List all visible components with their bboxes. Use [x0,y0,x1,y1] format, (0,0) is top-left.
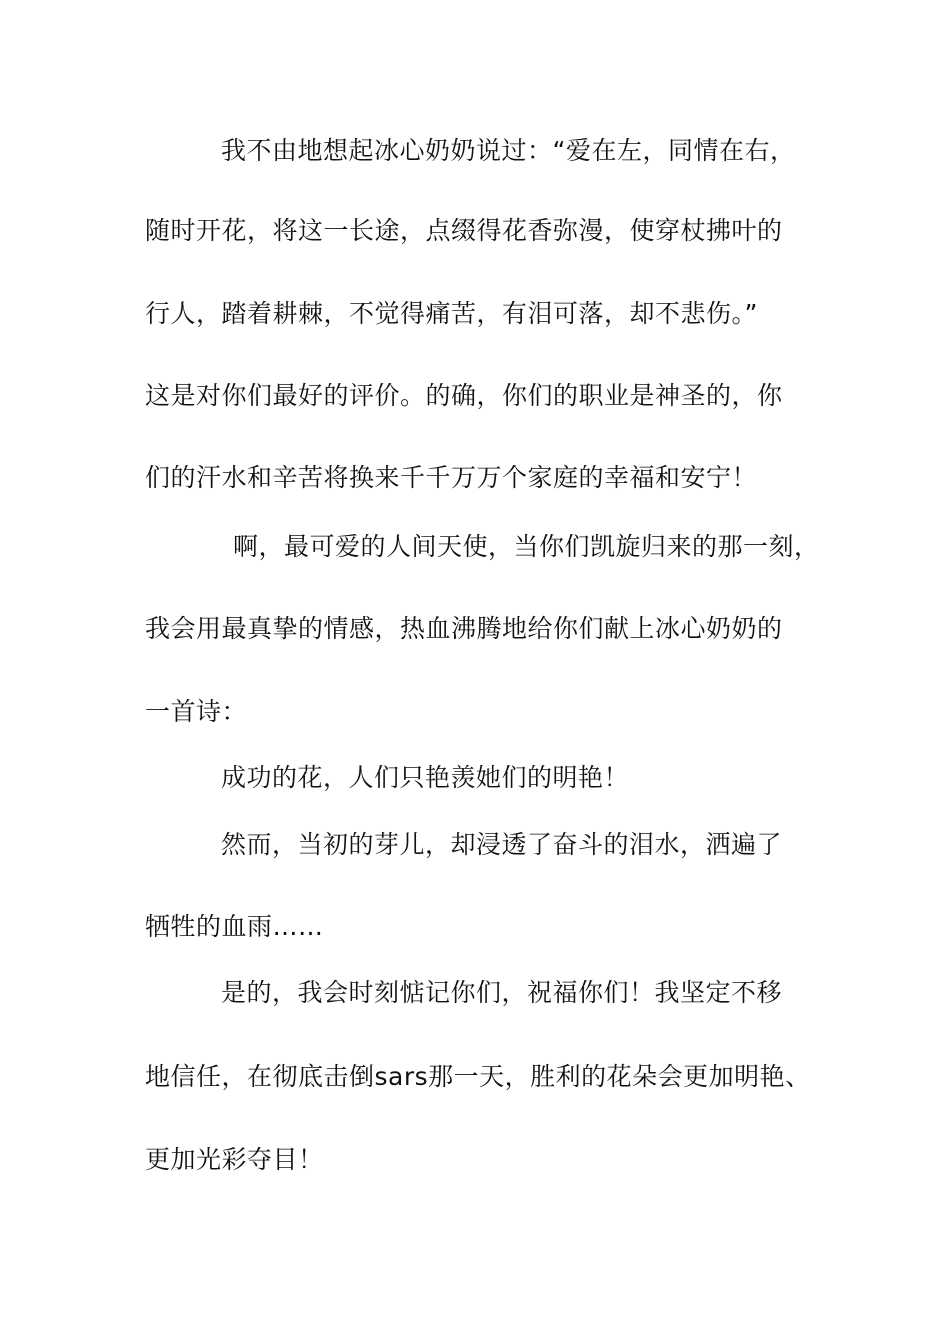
paragraph-line: 随时开花，将这一长途，点缀得花香弥漫，使穿杖拂叶的 [145,216,783,245]
poem-line: 成功的花，人们只艳羡她们的明艳！ [221,763,630,792]
paragraph-line: 这是对你们最好的评价。的确，你们的职业是神圣的，你 [145,381,783,410]
poem-line: 牺牲的血雨…… [145,912,324,941]
paragraph-line: 更加光彩夺目！ [145,1145,324,1174]
paragraph-line: 行人，踏着耕棘，不觉得痛苦，有泪可落，却不悲伤。” [145,299,758,328]
paragraph-line: 地信任，在彻底击倒sars那一天，胜利的花朵会更加明艳、 [145,1062,811,1091]
paragraph-line: 我不由地想起冰心奶奶说过：“爱在左，同情在右， [221,136,796,165]
paragraph-line: 啊，最可爱的人间天使，当你们凯旋归来的那一刻， [233,532,820,561]
paragraph-line: 们的汗水和辛苦将换来千千万万个家庭的幸福和安宁！ [145,463,758,492]
paragraph-line: 我会用最真挚的情感，热血沸腾地给你们献上冰心奶奶的 [145,614,783,643]
paragraph-line: 一首诗： [145,697,248,726]
poem-line: 然而，当初的芽儿，却浸透了奋斗的泪水，洒遍了 [221,830,783,859]
paragraph-line: 是的，我会时刻惦记你们，祝福你们！我坚定不移 [221,978,783,1007]
